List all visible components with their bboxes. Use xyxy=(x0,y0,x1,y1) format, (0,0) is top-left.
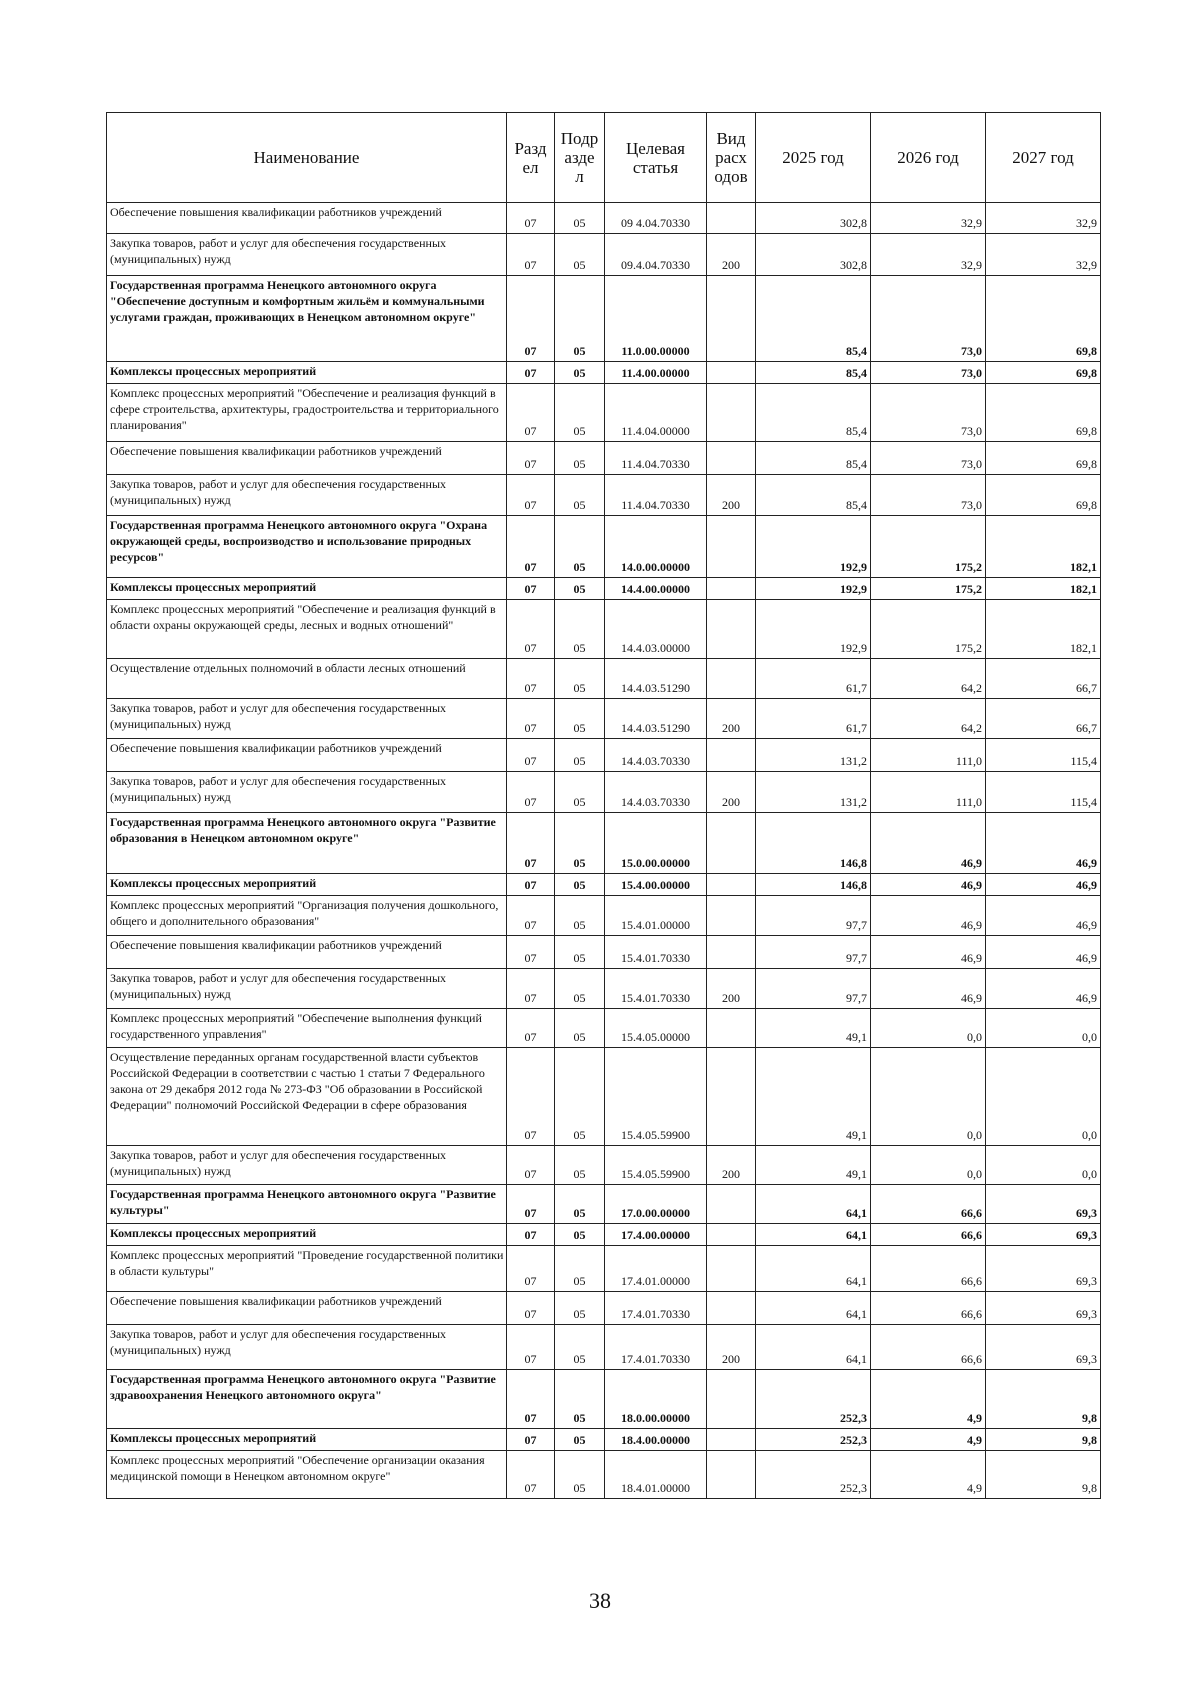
row-subsection: 05 xyxy=(555,384,605,442)
table-row xyxy=(107,384,1101,442)
row-target-article: 15.4.01.70330 xyxy=(605,969,707,1009)
row-value-2025: 64,1 xyxy=(756,1292,871,1325)
row-section: 07 xyxy=(507,203,555,234)
row-name: Закупка товаров, работ и услуг для обеспечения государственных (муниципальных) нужд xyxy=(107,699,507,739)
row-name: Осуществление отдельных полномочий в области лесных отношений xyxy=(107,659,507,699)
row-name: Комплексы процессных мероприятий xyxy=(107,1224,507,1246)
header-expense-type: Вид расх одов xyxy=(707,113,756,203)
row-section: 07 xyxy=(507,234,555,276)
row-value-2027: 46,9 xyxy=(986,969,1101,1009)
table-row xyxy=(107,936,1101,969)
row-section: 07 xyxy=(507,1224,555,1246)
table-row xyxy=(107,1009,1101,1048)
row-expense-type xyxy=(707,1048,756,1146)
row-subsection: 05 xyxy=(555,276,605,362)
row-value-2026: 4,9 xyxy=(871,1370,986,1429)
row-expense-type xyxy=(707,739,756,772)
row-section: 07 xyxy=(507,578,555,600)
row-target-article: 09.4.04.70330 xyxy=(605,234,707,276)
row-name: Комплексы процессных мероприятий xyxy=(107,874,507,896)
row-section: 07 xyxy=(507,475,555,516)
row-subsection: 05 xyxy=(555,1224,605,1246)
row-name: Комплекс процессных мероприятий "Обеспечение выполнения функций государственного управления" xyxy=(107,1009,507,1048)
row-subsection: 05 xyxy=(555,874,605,896)
table-row xyxy=(107,203,1101,234)
row-subsection: 05 xyxy=(555,1048,605,1146)
table-row xyxy=(107,1370,1101,1429)
row-target-article: 11.4.04.70330 xyxy=(605,442,707,475)
row-target-article: 14.4.00.00000 xyxy=(605,578,707,600)
row-expense-type xyxy=(707,1292,756,1325)
row-value-2025: 85,4 xyxy=(756,442,871,475)
row-target-article: 11.4.00.00000 xyxy=(605,362,707,384)
row-value-2025: 97,7 xyxy=(756,936,871,969)
header-subsection: Подр азде л xyxy=(555,113,605,203)
row-target-article: 14.4.03.51290 xyxy=(605,659,707,699)
row-value-2025: 192,9 xyxy=(756,578,871,600)
row-target-article: 15.4.01.70330 xyxy=(605,936,707,969)
row-name: Закупка товаров, работ и услуг для обеспечения государственных (муниципальных) нужд xyxy=(107,1325,507,1370)
row-expense-type xyxy=(707,384,756,442)
row-subsection: 05 xyxy=(555,1246,605,1292)
row-value-2026: 46,9 xyxy=(871,813,986,874)
row-subsection: 05 xyxy=(555,813,605,874)
row-value-2025: 97,7 xyxy=(756,969,871,1009)
row-expense-type xyxy=(707,203,756,234)
row-value-2025: 85,4 xyxy=(756,276,871,362)
header-2027: 2027 год xyxy=(986,113,1101,203)
row-name: Государственная программа Ненецкого автономного округа "Развитие образования в Ненецком автономном округе" xyxy=(107,813,507,874)
row-subsection: 05 xyxy=(555,475,605,516)
header-2025: 2025 год xyxy=(756,113,871,203)
row-expense-type xyxy=(707,1009,756,1048)
row-section: 07 xyxy=(507,739,555,772)
row-expense-type xyxy=(707,659,756,699)
row-value-2026: 64,2 xyxy=(871,659,986,699)
row-name: Комплексы процессных мероприятий xyxy=(107,578,507,600)
page-number: 38 xyxy=(589,1588,611,1613)
row-value-2025: 85,4 xyxy=(756,362,871,384)
row-value-2026: 0,0 xyxy=(871,1009,986,1048)
row-subsection: 05 xyxy=(555,203,605,234)
row-name: Комплекс процессных мероприятий "Организация получения дошкольного, общего и дополнительного образования" xyxy=(107,896,507,936)
row-value-2027: 0,0 xyxy=(986,1146,1101,1185)
row-section: 07 xyxy=(507,1009,555,1048)
row-value-2026: 46,9 xyxy=(871,936,986,969)
row-value-2027: 69,8 xyxy=(986,362,1101,384)
row-value-2026: 73,0 xyxy=(871,362,986,384)
row-target-article: 17.0.00.00000 xyxy=(605,1185,707,1224)
row-value-2026: 175,2 xyxy=(871,600,986,659)
row-value-2026: 73,0 xyxy=(871,276,986,362)
table-row xyxy=(107,442,1101,475)
row-value-2027: 66,7 xyxy=(986,699,1101,739)
row-section: 07 xyxy=(507,1048,555,1146)
row-subsection: 05 xyxy=(555,600,605,659)
row-target-article: 14.4.03.00000 xyxy=(605,600,707,659)
row-name: Закупка товаров, работ и услуг для обеспечения государственных (муниципальных) нужд xyxy=(107,1146,507,1185)
table-row xyxy=(107,1224,1101,1246)
row-value-2027: 69,3 xyxy=(986,1224,1101,1246)
row-value-2026: 175,2 xyxy=(871,516,986,578)
row-name: Обеспечение повышения квалификации работников учреждений xyxy=(107,442,507,475)
row-value-2025: 49,1 xyxy=(756,1009,871,1048)
table-row xyxy=(107,813,1101,874)
row-value-2025: 85,4 xyxy=(756,384,871,442)
table-row xyxy=(107,1048,1101,1146)
row-value-2025: 64,1 xyxy=(756,1325,871,1370)
row-value-2027: 46,9 xyxy=(986,874,1101,896)
row-target-article: 18.4.00.00000 xyxy=(605,1429,707,1451)
table-row xyxy=(107,1429,1101,1451)
row-target-article: 14.0.00.00000 xyxy=(605,516,707,578)
row-value-2027: 46,9 xyxy=(986,896,1101,936)
budget-table-page xyxy=(106,112,1100,1499)
table-row xyxy=(107,578,1101,600)
row-value-2026: 66,6 xyxy=(871,1246,986,1292)
row-value-2025: 85,4 xyxy=(756,475,871,516)
row-name: Закупка товаров, работ и услуг для обеспечения государственных (муниципальных) нужд xyxy=(107,234,507,276)
row-expense-type: 200 xyxy=(707,969,756,1009)
row-expense-type xyxy=(707,874,756,896)
row-subsection: 05 xyxy=(555,234,605,276)
row-value-2026: 66,6 xyxy=(871,1325,986,1370)
row-value-2027: 115,4 xyxy=(986,739,1101,772)
row-section: 07 xyxy=(507,362,555,384)
row-name: Комплексы процессных мероприятий xyxy=(107,362,507,384)
row-value-2027: 69,8 xyxy=(986,384,1101,442)
row-section: 07 xyxy=(507,772,555,813)
row-name: Закупка товаров, работ и услуг для обеспечения государственных (муниципальных) нужд xyxy=(107,772,507,813)
row-expense-type xyxy=(707,896,756,936)
row-value-2025: 61,7 xyxy=(756,659,871,699)
row-section: 07 xyxy=(507,442,555,475)
row-value-2027: 32,9 xyxy=(986,203,1101,234)
row-section: 07 xyxy=(507,1292,555,1325)
row-target-article: 15.4.05.59900 xyxy=(605,1048,707,1146)
row-value-2027: 32,9 xyxy=(986,234,1101,276)
row-target-article: 15.4.00.00000 xyxy=(605,874,707,896)
row-name: Обеспечение повышения квалификации работников учреждений xyxy=(107,739,507,772)
row-value-2026: 73,0 xyxy=(871,384,986,442)
row-expense-type: 200 xyxy=(707,1325,756,1370)
row-target-article: 14.4.03.51290 xyxy=(605,699,707,739)
row-target-article: 11.4.04.70330 xyxy=(605,475,707,516)
table-row xyxy=(107,739,1101,772)
table-row xyxy=(107,475,1101,516)
row-value-2027: 115,4 xyxy=(986,772,1101,813)
row-value-2025: 252,3 xyxy=(756,1451,871,1499)
table-row xyxy=(107,969,1101,1009)
row-value-2025: 131,2 xyxy=(756,739,871,772)
row-name: Осуществление переданных органам государственной власти субъектов Российской Федерации в соответствии с частью 1 статьи 7 Федерального закона от 29 декабря 2012 года № 273-ФЗ "Об образовании в Российской Федерации" полномочий Российской Федерации в сфере образования xyxy=(107,1048,507,1146)
row-name: Государственная программа Ненецкого автономного округа "Обеспечение доступным и комфортным жильём и коммунальными услугами граждан, проживающих в Ненецком автономном округе" xyxy=(107,276,507,362)
row-expense-type xyxy=(707,362,756,384)
row-value-2025: 97,7 xyxy=(756,896,871,936)
row-expense-type xyxy=(707,1224,756,1246)
row-expense-type xyxy=(707,276,756,362)
row-target-article: 18.0.00.00000 xyxy=(605,1370,707,1429)
row-value-2026: 175,2 xyxy=(871,578,986,600)
row-target-article: 09 4.04.70330 xyxy=(605,203,707,234)
row-value-2027: 182,1 xyxy=(986,600,1101,659)
table-row xyxy=(107,1146,1101,1185)
row-value-2027: 9,8 xyxy=(986,1429,1101,1451)
header-2026: 2026 год xyxy=(871,113,986,203)
row-name: Обеспечение повышения квалификации работников учреждений xyxy=(107,1292,507,1325)
row-target-article: 17.4.00.00000 xyxy=(605,1224,707,1246)
table-row xyxy=(107,234,1101,276)
row-name: Комплекс процессных мероприятий "Обеспечение и реализация функций в сфере строительства, архитектуры, градостроительства и территориального планирования" xyxy=(107,384,507,442)
row-section: 07 xyxy=(507,516,555,578)
row-subsection: 05 xyxy=(555,1429,605,1451)
row-value-2025: 49,1 xyxy=(756,1146,871,1185)
row-expense-type xyxy=(707,1185,756,1224)
row-expense-type xyxy=(707,936,756,969)
row-section: 07 xyxy=(507,1185,555,1224)
row-target-article: 15.4.05.00000 xyxy=(605,1009,707,1048)
table-row xyxy=(107,699,1101,739)
row-expense-type xyxy=(707,1370,756,1429)
row-value-2026: 0,0 xyxy=(871,1146,986,1185)
row-target-article: 15.4.01.00000 xyxy=(605,896,707,936)
row-value-2025: 302,8 xyxy=(756,203,871,234)
row-expense-type: 200 xyxy=(707,699,756,739)
row-value-2025: 252,3 xyxy=(756,1370,871,1429)
row-subsection: 05 xyxy=(555,1146,605,1185)
row-subsection: 05 xyxy=(555,699,605,739)
row-value-2027: 69,3 xyxy=(986,1185,1101,1224)
row-expense-type xyxy=(707,600,756,659)
row-section: 07 xyxy=(507,936,555,969)
table-row xyxy=(107,1325,1101,1370)
row-value-2025: 146,8 xyxy=(756,874,871,896)
row-value-2027: 69,3 xyxy=(986,1292,1101,1325)
row-target-article: 15.0.00.00000 xyxy=(605,813,707,874)
row-expense-type: 200 xyxy=(707,234,756,276)
row-target-article: 17.4.01.70330 xyxy=(605,1325,707,1370)
row-name: Закупка товаров, работ и услуг для обеспечения государственных (муниципальных) нужд xyxy=(107,969,507,1009)
table-row xyxy=(107,276,1101,362)
table-row xyxy=(107,1451,1101,1499)
row-subsection: 05 xyxy=(555,362,605,384)
row-section: 07 xyxy=(507,659,555,699)
row-value-2025: 131,2 xyxy=(756,772,871,813)
row-section: 07 xyxy=(507,1325,555,1370)
row-section: 07 xyxy=(507,1146,555,1185)
row-section: 07 xyxy=(507,1370,555,1429)
budget-table xyxy=(106,112,1101,1499)
row-subsection: 05 xyxy=(555,969,605,1009)
table-row xyxy=(107,1246,1101,1292)
row-name: Государственная программа Ненецкого автономного округа "Охрана окружающей среды, воспроизводство и использование природных ресурсов" xyxy=(107,516,507,578)
row-section: 07 xyxy=(507,384,555,442)
row-value-2027: 182,1 xyxy=(986,516,1101,578)
row-value-2025: 192,9 xyxy=(756,600,871,659)
row-section: 07 xyxy=(507,1429,555,1451)
row-subsection: 05 xyxy=(555,936,605,969)
row-value-2027: 69,3 xyxy=(986,1325,1101,1370)
row-value-2027: 182,1 xyxy=(986,578,1101,600)
row-subsection: 05 xyxy=(555,772,605,813)
row-subsection: 05 xyxy=(555,659,605,699)
row-value-2025: 252,3 xyxy=(756,1429,871,1451)
table-row xyxy=(107,362,1101,384)
row-value-2025: 64,1 xyxy=(756,1185,871,1224)
header-name: Наименование xyxy=(107,113,507,203)
row-value-2027: 69,8 xyxy=(986,475,1101,516)
row-value-2026: 66,6 xyxy=(871,1292,986,1325)
row-subsection: 05 xyxy=(555,739,605,772)
table-row xyxy=(107,1292,1101,1325)
row-value-2026: 66,6 xyxy=(871,1185,986,1224)
table-header-row xyxy=(107,113,1101,203)
row-section: 07 xyxy=(507,1451,555,1499)
row-section: 07 xyxy=(507,1246,555,1292)
row-target-article: 11.0.00.00000 xyxy=(605,276,707,362)
row-value-2026: 111,0 xyxy=(871,739,986,772)
row-expense-type xyxy=(707,1451,756,1499)
row-target-article: 18.4.01.00000 xyxy=(605,1451,707,1499)
row-section: 07 xyxy=(507,896,555,936)
row-value-2027: 46,9 xyxy=(986,936,1101,969)
row-name: Комплексы процессных мероприятий xyxy=(107,1429,507,1451)
row-value-2025: 61,7 xyxy=(756,699,871,739)
row-name: Обеспечение повышения квалификации работников учреждений xyxy=(107,203,507,234)
row-value-2027: 9,8 xyxy=(986,1370,1101,1429)
header-section: Разд ел xyxy=(507,113,555,203)
row-target-article: 14.4.03.70330 xyxy=(605,739,707,772)
table-row xyxy=(107,600,1101,659)
row-section: 07 xyxy=(507,813,555,874)
row-name: Комплекс процессных мероприятий "Обеспечение организации оказания медицинской помощи в Ненецком автономном округе" xyxy=(107,1451,507,1499)
row-subsection: 05 xyxy=(555,1370,605,1429)
row-value-2027: 46,9 xyxy=(986,813,1101,874)
row-value-2027: 69,8 xyxy=(986,276,1101,362)
row-value-2026: 32,9 xyxy=(871,203,986,234)
row-subsection: 05 xyxy=(555,1292,605,1325)
row-value-2026: 32,9 xyxy=(871,234,986,276)
row-value-2026: 4,9 xyxy=(871,1429,986,1451)
row-subsection: 05 xyxy=(555,1451,605,1499)
row-section: 07 xyxy=(507,874,555,896)
row-expense-type xyxy=(707,1246,756,1292)
row-value-2025: 64,1 xyxy=(756,1246,871,1292)
table-row xyxy=(107,516,1101,578)
row-value-2026: 46,9 xyxy=(871,874,986,896)
row-value-2026: 64,2 xyxy=(871,699,986,739)
row-expense-type: 200 xyxy=(707,1146,756,1185)
row-value-2025: 49,1 xyxy=(756,1048,871,1146)
row-target-article: 14.4.03.70330 xyxy=(605,772,707,813)
row-section: 07 xyxy=(507,969,555,1009)
row-expense-type xyxy=(707,516,756,578)
row-subsection: 05 xyxy=(555,1009,605,1048)
header-target-article: Целевая статья xyxy=(605,113,707,203)
row-target-article: 17.4.01.00000 xyxy=(605,1246,707,1292)
row-subsection: 05 xyxy=(555,442,605,475)
row-subsection: 05 xyxy=(555,896,605,936)
table-row xyxy=(107,659,1101,699)
row-value-2025: 192,9 xyxy=(756,516,871,578)
row-value-2025: 146,8 xyxy=(756,813,871,874)
row-target-article: 15.4.05.59900 xyxy=(605,1146,707,1185)
table-row xyxy=(107,874,1101,896)
row-expense-type xyxy=(707,813,756,874)
row-value-2027: 9,8 xyxy=(986,1451,1101,1499)
row-value-2027: 69,3 xyxy=(986,1246,1101,1292)
row-section: 07 xyxy=(507,600,555,659)
table-body xyxy=(107,203,1101,1499)
row-value-2026: 73,0 xyxy=(871,442,986,475)
row-expense-type xyxy=(707,1429,756,1451)
row-value-2025: 302,8 xyxy=(756,234,871,276)
row-subsection: 05 xyxy=(555,1185,605,1224)
row-expense-type: 200 xyxy=(707,772,756,813)
row-name: Государственная программа Ненецкого автономного округа "Развитие здравоохранения Ненецкого автономного округа" xyxy=(107,1370,507,1429)
table-row xyxy=(107,896,1101,936)
row-target-article: 17.4.01.70330 xyxy=(605,1292,707,1325)
row-subsection: 05 xyxy=(555,516,605,578)
row-value-2025: 64,1 xyxy=(756,1224,871,1246)
row-name: Обеспечение повышения квалификации работников учреждений xyxy=(107,936,507,969)
row-value-2027: 66,7 xyxy=(986,659,1101,699)
table-row xyxy=(107,772,1101,813)
row-value-2026: 46,9 xyxy=(871,969,986,1009)
table-row xyxy=(107,1185,1101,1224)
row-value-2027: 69,8 xyxy=(986,442,1101,475)
row-target-article: 11.4.04.00000 xyxy=(605,384,707,442)
row-expense-type xyxy=(707,442,756,475)
row-value-2026: 73,0 xyxy=(871,475,986,516)
row-value-2027: 0,0 xyxy=(986,1048,1101,1146)
row-section: 07 xyxy=(507,276,555,362)
row-name: Государственная программа Ненецкого автономного округа "Развитие культуры" xyxy=(107,1185,507,1224)
row-value-2026: 111,0 xyxy=(871,772,986,813)
row-value-2026: 46,9 xyxy=(871,896,986,936)
row-value-2026: 0,0 xyxy=(871,1048,986,1146)
row-name: Комплекс процессных мероприятий "Обеспечение и реализация функций в области охраны окружающей среды, лесных и водных отношений" xyxy=(107,600,507,659)
row-expense-type xyxy=(707,578,756,600)
row-value-2027: 0,0 xyxy=(986,1009,1101,1048)
row-subsection: 05 xyxy=(555,578,605,600)
row-subsection: 05 xyxy=(555,1325,605,1370)
row-section: 07 xyxy=(507,699,555,739)
row-expense-type: 200 xyxy=(707,475,756,516)
row-name: Комплекс процессных мероприятий "Проведение государственной политики в области культуры" xyxy=(107,1246,507,1292)
row-name: Закупка товаров, работ и услуг для обеспечения государственных (муниципальных) нужд xyxy=(107,475,507,516)
row-value-2026: 66,6 xyxy=(871,1224,986,1246)
row-value-2026: 4,9 xyxy=(871,1451,986,1499)
